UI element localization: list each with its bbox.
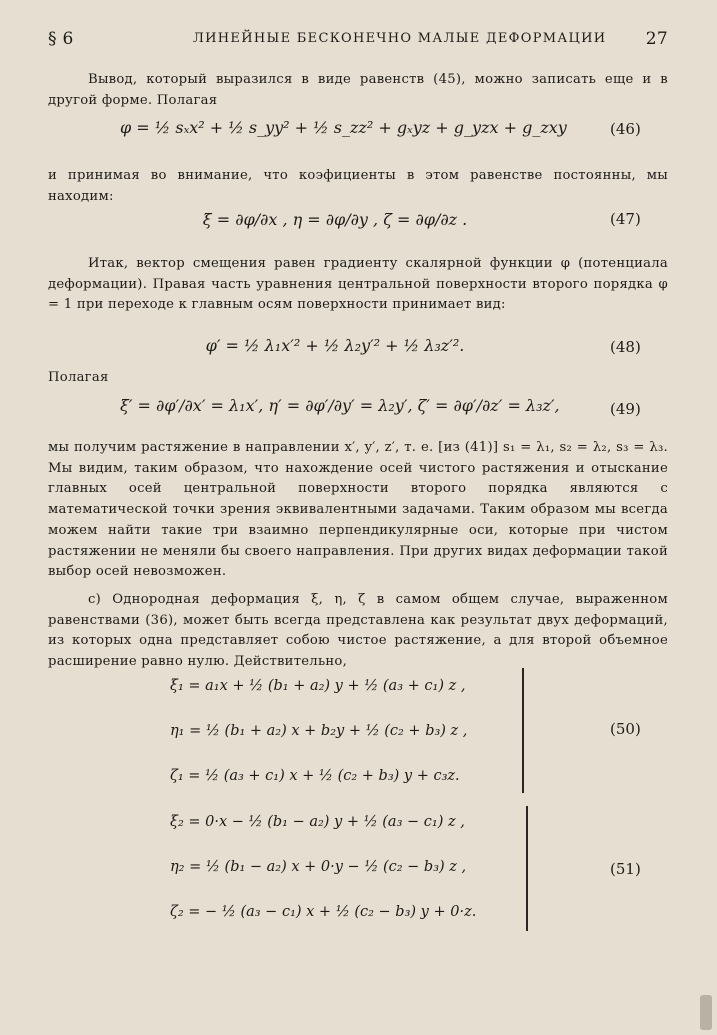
equation-46: φ = ½ sₓx² + ½ s_yy² + ½ s_zz² + gₓyz + g_yzx + g_zxy [120,118,567,137]
equation-47: ξ = ∂φ/∂x , η = ∂φ/∂y , ζ = ∂φ/∂z . [202,210,468,229]
equation-47-number: (47) [610,210,641,228]
paragraph-3: Итак, вектор смещения равен градиенту скалярной функции φ (потенциала деформации). Правая часть уравнения центральной поверхности второго порядка φ = 1 при переходе к главным осям поверхности принимает вид: [48,256,668,313]
equation-51-number: (51) [610,860,641,878]
page-edge-mark [700,995,712,1030]
equation-49: ξ′ = ∂φ′/∂x′ = λ₁x′, η′ = ∂φ′/∂y′ = λ₂y′, ζ′ = ∂φ′/∂z′ = λ₃z′, [120,396,560,415]
equation-49-number: (49) [610,400,641,418]
equation-51 [170,800,510,935]
equation-50-line: η₁ = ½ (b₁ + a₂) x + b₂y + ½ (c₂ + b₃) z , [170,723,468,739]
equation-48-number: (48) [610,338,641,356]
chapter-title: ЛИНЕЙНЫЕ БЕСКОНЕЧНО МАЛЫЕ ДЕФОРМАЦИИ [193,31,607,46]
equation-51-line: ζ₂ = − ½ (a₃ − c₁) x + ½ (c₂ − b₃) y + 0·z. [170,904,477,920]
paragraph-5: мы получим растяжение в направлении x′, y′, z′, т. е. [из (41)] s₁ = λ₁, s₂ = λ₂, s₃ = λ₃. Мы видим, таким образом, что нахождение осей чистого растяжения и отыскание главных осей центральной поверхности второго порядка являются с математической точки зрения эквивалентными задачами. Таким образом мы всегда можем найти такие три взаимно перпендикулярные оси, которые при чистом растяжении не меняли бы своего направления. При других видах деформации такой выбор осей невозможен. [48,440,668,580]
equation-50 [170,664,510,799]
equation-51-line: ξ₂ = 0·x − ½ (b₁ − a₂) y + ½ (a₃ − c₁) z , [170,814,465,830]
page-number: 27 [645,29,668,49]
equation-51-bracket [526,806,528,931]
paragraph-4: Полагая [48,370,109,385]
running-header [48,29,668,55]
equation-50-bracket [522,668,524,793]
equation-50-line: ζ₁ = ½ (a₃ + c₁) x + ½ (c₂ + b₃) y + c₃z. [170,768,460,784]
equation-50-number: (50) [610,720,641,738]
section-number: § 6 [48,29,74,49]
equation-46-number: (46) [610,120,641,138]
paragraph-6: с) Однородная деформация ξ, η, ζ в самом общем случае, выраженном равенствами (36), может быть всегда представлена как результат двух деформаций, из которых одна представляет собою чистое растяжение, а для второй объемное расширение равно нулю. Действительно, [48,592,668,670]
paragraph-1: Вывод, который выразился в виде равенств (45), можно записать еще и в другой форме. Полагая [48,72,668,108]
equation-51-line: η₂ = ½ (b₁ − a₂) x + 0·y − ½ (c₂ − b₃) z , [170,859,467,875]
equation-50-line: ξ₁ = a₁x + ½ (b₁ + a₂) y + ½ (a₃ + c₁) z , [170,678,466,694]
equation-48: φ′ = ½ λ₁x′² + ½ λ₂y′² + ½ λ₃z′². [205,336,465,355]
paragraph-2: и принимая во внимание, что коэфициенты в этом равенстве постоянны, мы находим: [48,168,668,204]
